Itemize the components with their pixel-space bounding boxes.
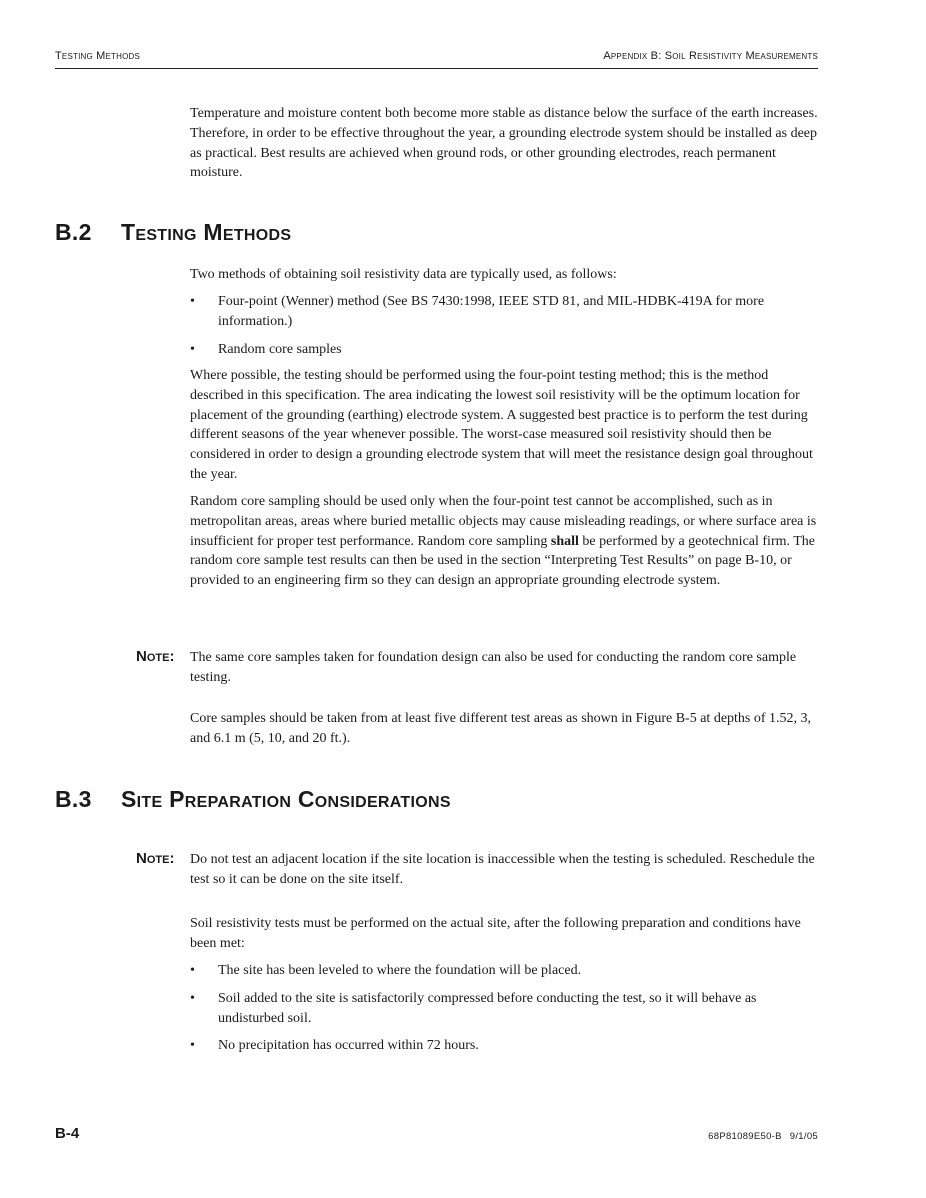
note-text: The same core samples taken for foundation design can also be used for conducting the random core sample testing. [190,650,797,685]
b2-paragraph-2 [190,492,820,591]
note-text: Do not test an adjacent location if the site location is inaccessible when the testing is scheduled. Reschedule the test so it can be done on the site itself. [190,852,815,887]
b2-lead-paragraph: Two methods of obtaining soil resistivity data are typically used, as follows: [190,267,617,282]
bullet-icon: • [190,1038,195,1054]
bullet-icon: • [190,341,195,357]
section-title: Testing Methods [121,219,292,245]
header-appendix-title: Appendix B: Soil Resistivity Measurements [603,50,818,62]
note-label: Note: [136,648,175,665]
b2-paragraph-3: Core samples should be taken from at least five different test areas as shown in Figure B-5 at depths of 1.52, 3, and 6.1 m (5, 10, and 20 ft.). [190,711,812,746]
section-heading-b2 [55,219,291,246]
bullet-icon: • [190,963,195,978]
b2-paragraph-1: Where possible, the testing should be performed using the four-point testing method; this is the method described in this specification. The area indicating the lowest soil resistivity will be the optimum location for placement of the grounding (earthing) electrode system. A suggested best practice is to perform the test during different seasons of the year whenever possible. The worst-case measured soil resistivity should then be considered in order to design a grounding electrode system that will meet the resistance design goal throughout the year. [190,368,813,482]
section-number: B.2 [55,219,92,245]
note-label: Note: [136,850,175,867]
doc-number: 68P81089E50-B [708,1131,782,1142]
section-number: B.3 [55,786,92,812]
list-item [190,292,820,332]
list-item [190,1036,820,1056]
header-chapter-title: Testing Methods [55,50,141,62]
paragraph-text: be performed by a geotechnical firm. The random core sample test results can then be used in the section “Interpreting Test Results” on page B-10, or provided to an engineering firm so they can design an appropriate grounding electrode system. [190,533,816,589]
list-item [190,340,820,360]
running-header [55,48,818,69]
list-item-text: No precipitation has occurred within 72 hours. [218,1038,479,1054]
intro-paragraph: Temperature and moisture content both become more stable as distance below the surface of the earth increases. Therefore, in order to be effective throughout the year, a grounding electrode system should be installed as deep as practical. Best results are achieved when ground rods, or other grounding electrodes, reach permanent moisture. [190,106,818,181]
list-item [190,961,820,981]
b3-note [136,850,820,890]
list-item-text: Random core samples [218,341,342,357]
bullet-icon: • [190,294,195,309]
b3-paragraph-1: Soil resistivity tests must be performed on the actual site, after the following preparation and conditions have been met: [190,916,801,951]
paragraph-text: Random core sampling should be used only when the four-point test cannot be accomplished, such as in metropolitan areas, areas where buried metallic objects may cause misleading readings, or where surface area is insufficient for proper test performance. Random core sampling [190,494,817,549]
b2-methods-list [190,292,820,367]
page-number: B-4 [55,1125,80,1142]
section-title: Site Preparation Considerations [121,786,451,812]
b2-note [136,648,820,688]
list-item-text: The site has been leveled to where the foundation will be placed. [218,963,582,978]
footer-doc-info [708,1131,818,1142]
emphasis-shall: shall [550,533,579,549]
list-item-text: Soil added to the site is satisfactorily compressed before conducting the test, so it will behave as undisturbed soil. [218,990,757,1026]
doc-date: 9/1/05 [789,1131,818,1142]
list-item-text: Four-point (Wenner) method (See BS 7430:1998, IEEE STD 81, and MIL-HDBK-419A for more information.) [218,294,765,329]
section-heading-b3 [55,786,451,813]
b3-conditions-list [190,961,820,1064]
list-item [190,989,820,1029]
bullet-icon: • [190,990,195,1006]
